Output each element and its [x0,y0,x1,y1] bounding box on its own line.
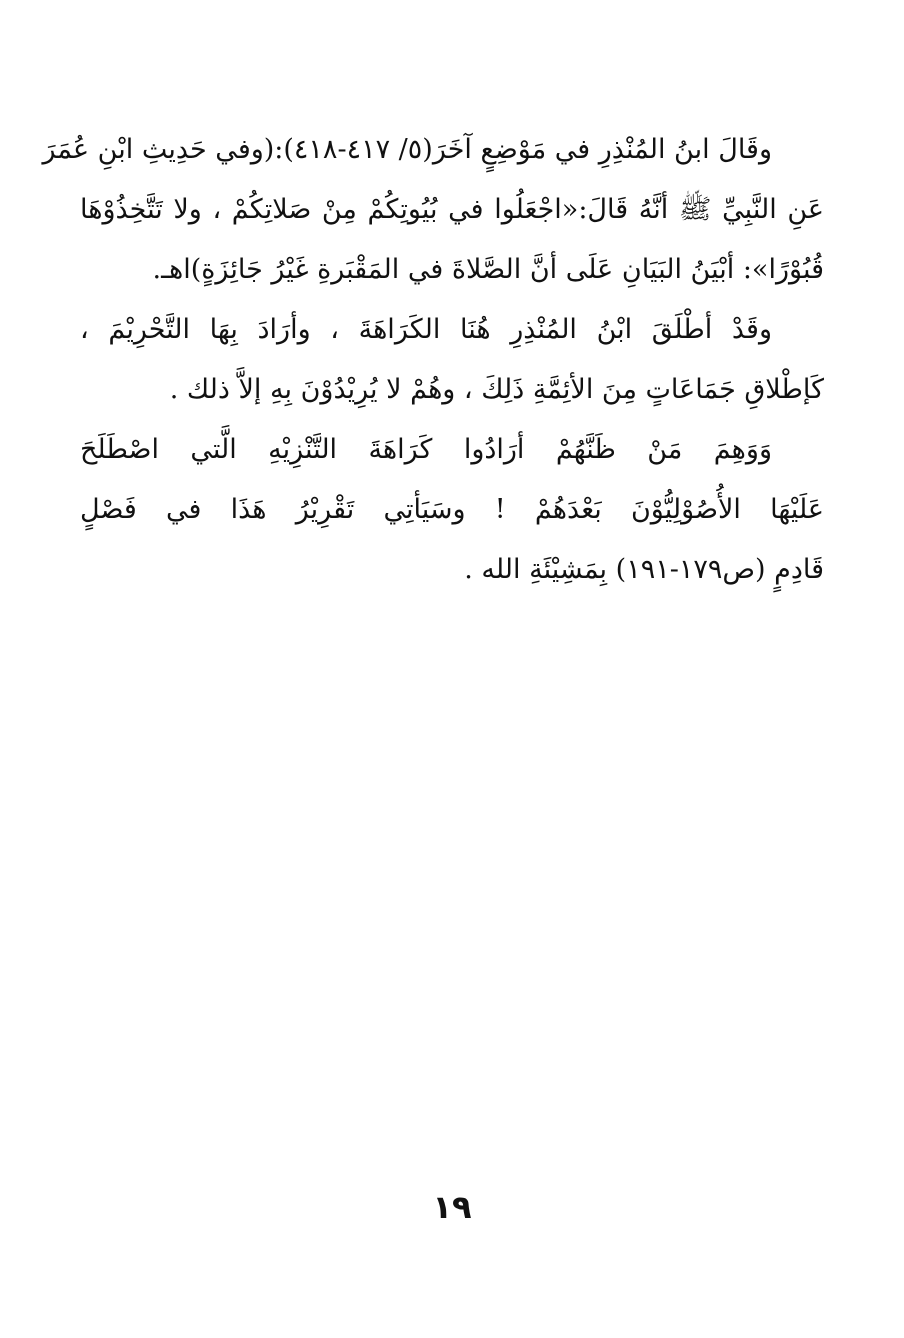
text-line: وقَالَ ابنُ المُنْذِرِ في مَوْضِعٍ آخَرَ(٥/ ٤١٧-٤١٨):(وفي حَدِيثِ ابْنِ عُمَرَ [42,134,772,165]
text-line: قَادِمٍ (ص١٧٩-١٩١) بِمَشِيْئَةِ الله . [464,554,824,585]
text-line: عَنِ النَّبِيِّ ﷺ أنَّهُ قَالَ:«اجْعَلُوا في بُيُوتِكُمْ مِنْ صَلاتِكُمْ ، ولا تَتَّخِذُوْهَا [80,194,824,225]
text-line: عَلَيْهَا الأُصُوْلِيُّوْنَ بَعْدَهُمْ ! وسَيَأتِي تَقْرِيْرُ هَذَا في فَصْلٍ [80,494,824,525]
text-line: وَوَهِمَ مَنْ ظَنَّهُمْ أرَادُوا كَرَاهَةَ التَّنْزِيْهِ الَّتي اصْطَلَحَ [80,434,772,465]
text-line: قُبُوْرًا»: أبْيَنُ البَيَانِ عَلَى أنَّ الصَّلاةَ في المَقْبَرةِ غَيْرُ جَائِزَةٍ)اهـ. [152,254,824,285]
paragraph-2 [80,300,824,420]
body-text [42,120,824,600]
paragraph-3 [80,420,824,600]
page-number: ١٩ [432,1188,472,1226]
paragraph-1 [42,120,824,300]
text-line: وقَدْ أطْلَقَ ابْنُ المُنْذِرِ هُنَا الكَرَاهَةَ ، وأرَادَ بِهَا التَّحْرِيْمَ ، [80,314,772,345]
text-line: كَإطْلاقِ جَمَاعَاتٍ مِنَ الأئِمَّةِ ذَلِكَ ، وهُمْ لا يُرِيْدُوْنَ بِهِ إلاَّ ذلك . [169,374,824,405]
